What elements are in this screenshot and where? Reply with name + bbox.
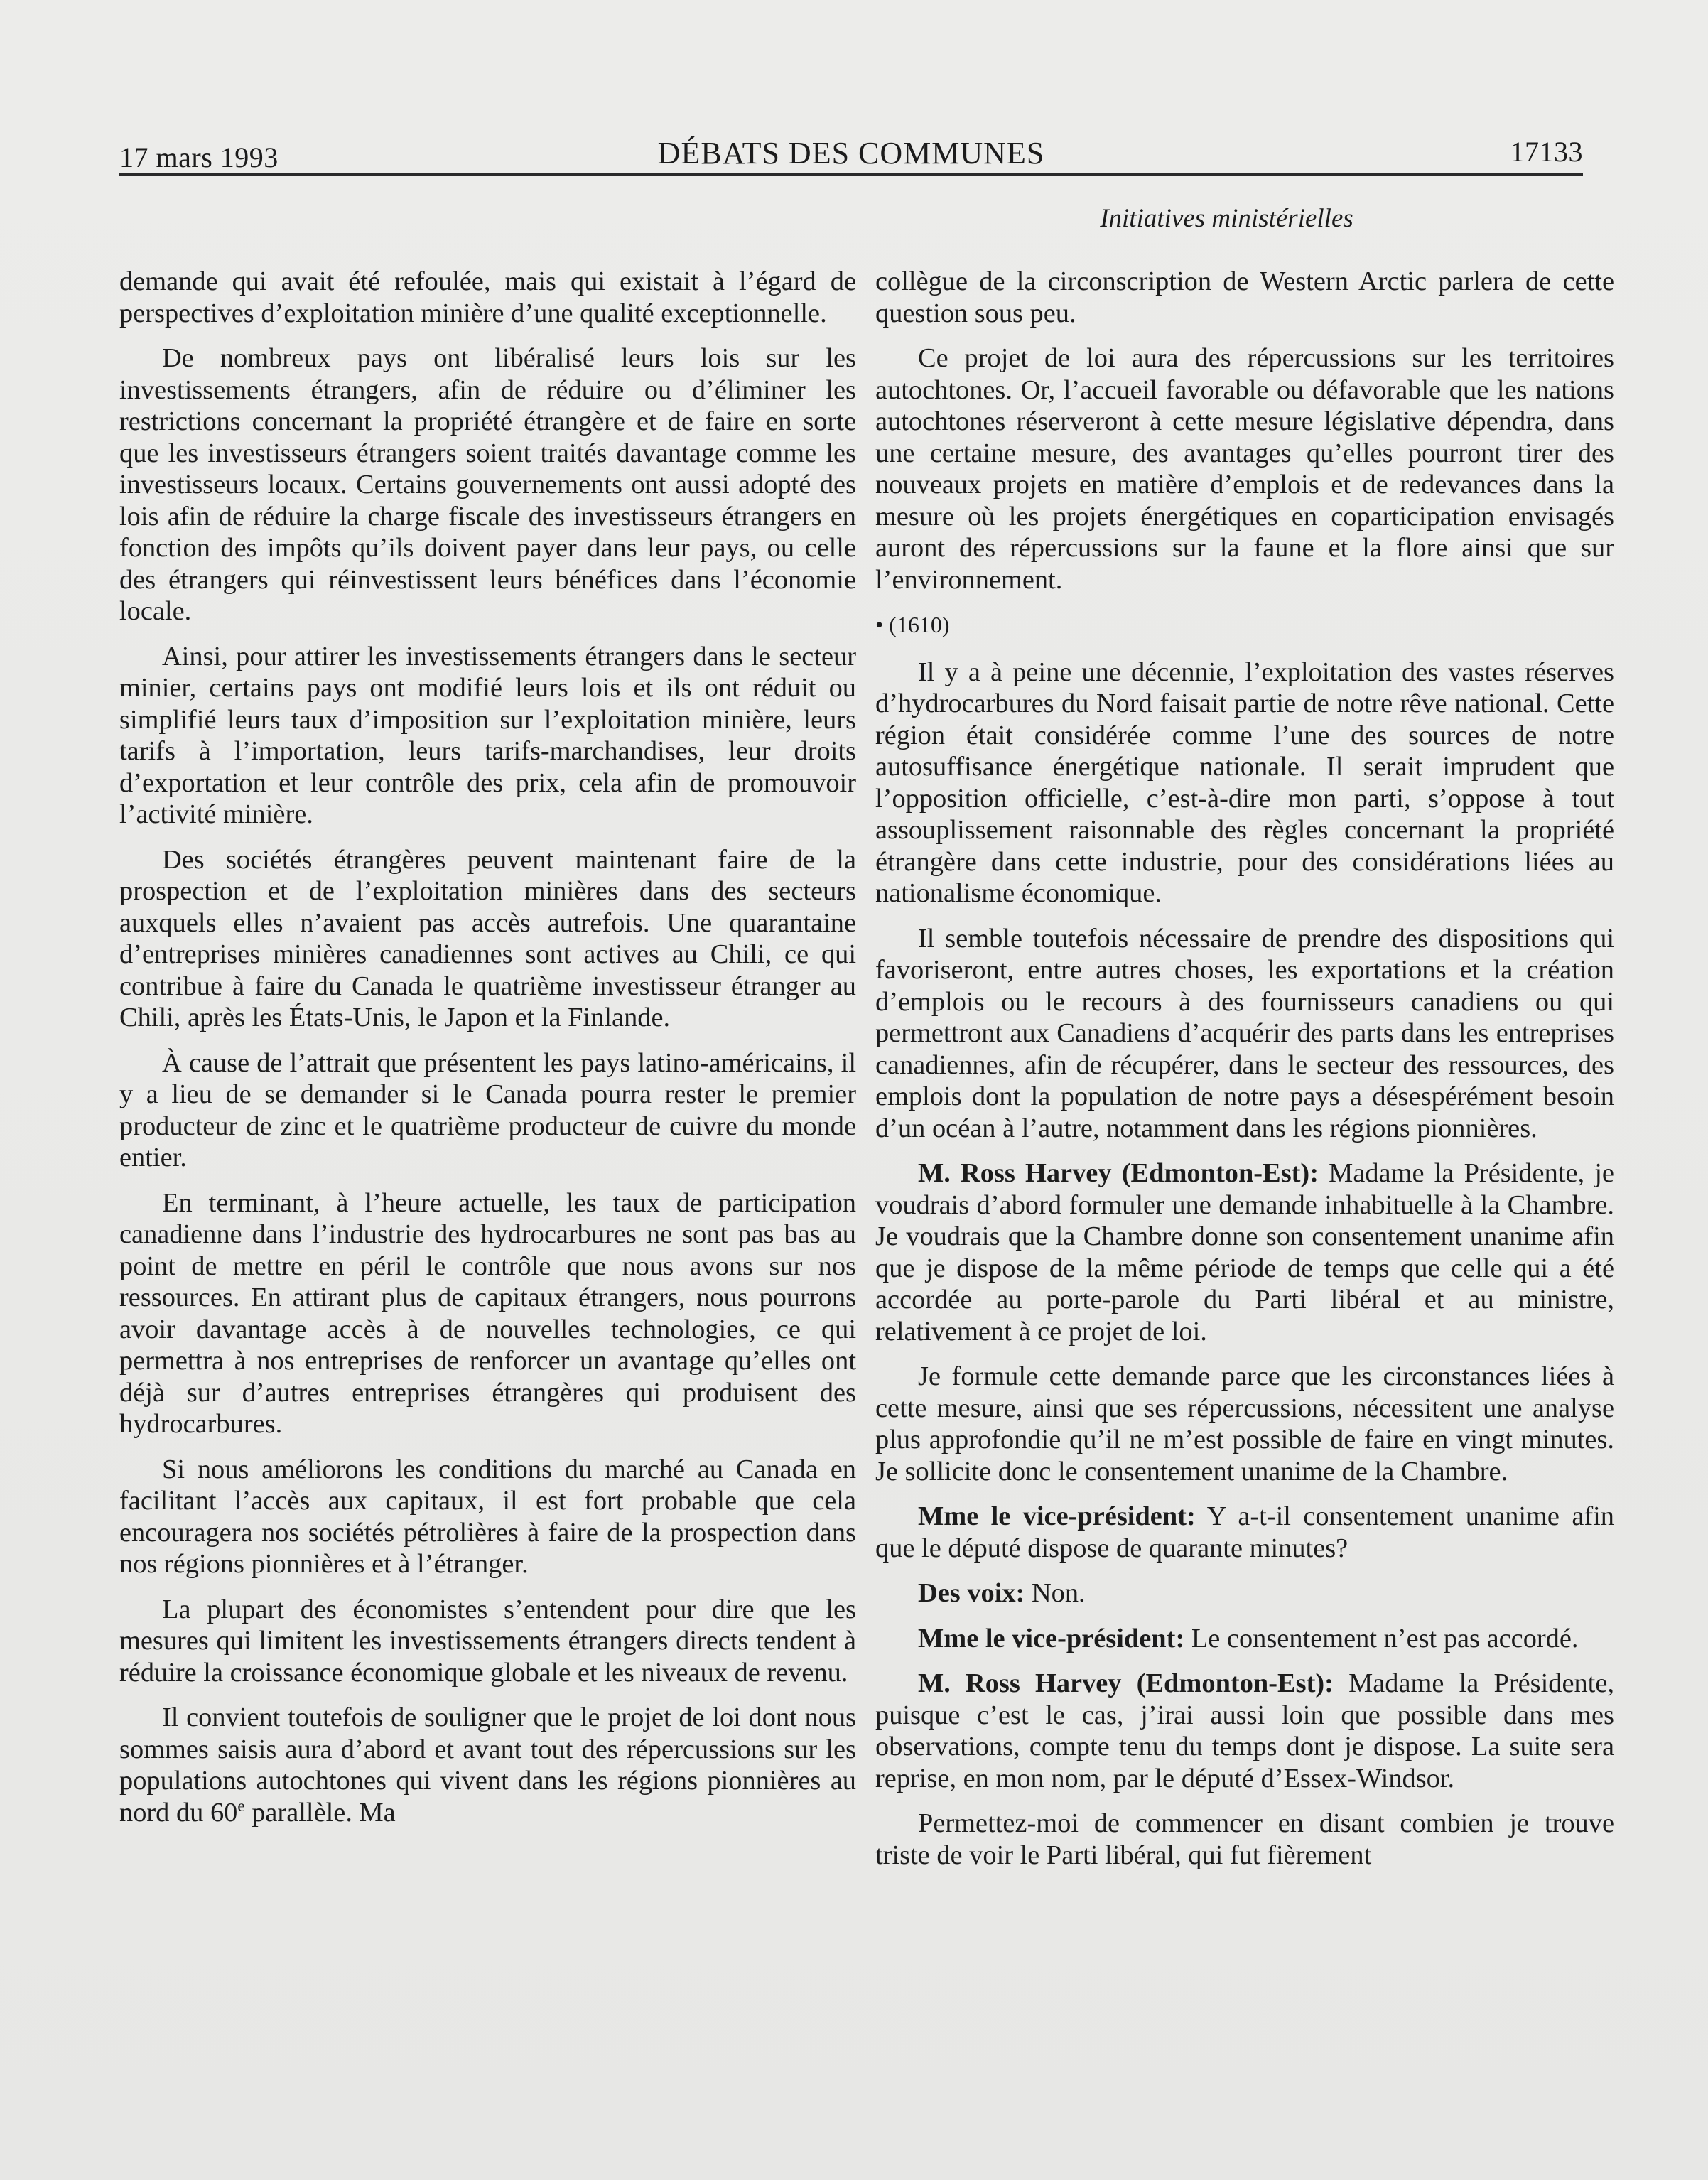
paragraph: Si nous améliorons les conditions du marché au Canada en facilitant l’accès aux capitaux, il est fort probable que cela encouragera nos sociétés pétrolières à faire de la prospection dans nos régions pionnières et à l’étranger. — [119, 1454, 856, 1579]
left-column — [119, 266, 856, 1842]
paragraph — [875, 1577, 1614, 1609]
paragraph-text: parallèle. Ma — [244, 1797, 396, 1828]
paragraph: En terminant, à l’heure actuelle, les taux de participation canadienne dans l’industrie des hydrocarbures ne sont pas bas au point de mettre en péril le contrôle que nous avons sur nos ressources. En attirant plus de capitaux étrangers, nous pourrons avoir davantage accès à de nouvelles technologies, ce qui permettra à nos entreprises de renforcer un avantage qu’elles ont déjà sur d’autres entreprises étrangères qui produisent des hydrocarbures. — [119, 1187, 856, 1439]
paragraph-text: Madame la Présidente, puisque c’est le cas, j’irai aussi loin que possible dans mes observations, compte tenu du temps dont je dispose. La suite sera reprise, en mon nom, par le député d’Essex-Windsor. — [875, 1668, 1614, 1793]
paragraph: Il y a à peine une décennie, l’exploitation des vastes réserves d’hydrocarbures du Nord faisait partie de notre rêve national. Cette région était considérée comme l’une des sources de notre autosuffisance énergétique nationale. Il serait imprudent que l’opposition officielle, c’est-à-dire mon parti, s’oppose à tout assouplissement raisonnable des règles concernant la propriété étrangère dans cette industrie, pour des considérations liées au nationalisme économique. — [875, 657, 1614, 908]
right-column — [875, 266, 1614, 1884]
paragraph: Je formule cette demande parce que les circonstances liées à cette mesure, ainsi que ses répercussions, nécessitent une analyse plus approfondie qu’il ne m’est possible de faire en vingt minutes. Je sollicite donc le consentement unanime de la Chambre. — [875, 1361, 1614, 1486]
paragraph-text: Il convient toutefois de souligner que le projet de loi dont nous sommes saisis aura d’abord et avant tout des répercussions sur les populations autochtones qui vivent dans les régions pionnières au nord du 60 — [119, 1703, 856, 1828]
header-rule — [119, 173, 1583, 176]
paragraph: La plupart des économistes s’entendent pour dire que les mesures qui limitent les investissements étrangers directs tendent à réduire la croissance économique globale et les niveaux de revenu. — [119, 1594, 856, 1688]
speaker-name: Mme le vice-président: — [918, 1501, 1196, 1531]
paragraph: De nombreux pays ont libéralisé leurs lois sur les investissements étrangers, afin de réduire ou d’éliminer les restrictions concernant la propriété étrangère et de faire en sorte que les investisseurs étrangers soient traités davantage comme les investisseurs locaux. Certains gouvernements ont aussi adopté des lois afin de réduire la charge fiscale des investisseurs étrangers en fonction des impôts qu’ils doivent payer dans leur pays, ou celle des étrangers qui réinvestissent leurs bénéfices dans l’économie locale. — [119, 343, 856, 626]
time-marker: • (1610) — [875, 612, 950, 637]
paragraph — [875, 1623, 1614, 1655]
paragraph: demande qui avait été refoulée, mais qui existait à l’égard de perspectives d’exploitation minière d’une qualité exceptionnelle. — [119, 266, 856, 328]
paragraph-text: Y a-t-il consentement unanime afin que le député dispose de quarante minutes? — [875, 1501, 1615, 1563]
paragraph: collègue de la circonscription de Western Arctic parlera de cette question sous peu. — [875, 266, 1614, 328]
paragraph: Ainsi, pour attirer les investissements étrangers dans le secteur minier, certains pays ont modifié leurs lois et ils ont réduit ou simplifié leurs taux d’imposition sur l’exploitation minière, leurs tarifs à l’importation, leurs tarifs-marchandises, leur droits d’exportation et leur contrôle des prix, cela afin de promouvoir l’activité minière. — [119, 641, 856, 829]
paragraph — [875, 1668, 1614, 1794]
paragraph-text: Non. — [1025, 1578, 1086, 1608]
paragraph-text: Madame la Présidente, je voudrais d’abord formuler une demande inhabituelle à la Chambre. Je voudrais que la Chambre donne son consentement unanime afin que je dispose de la même période de temps que celle qui a été accordée au porte-parole du Parti libéral et au ministre, relativement à ce projet de loi. — [875, 1158, 1614, 1347]
running-header — [119, 135, 1583, 172]
ordinal-superscript: e — [237, 1796, 245, 1815]
paragraph: Ce projet de loi aura des répercussions sur les territoires autochtones. Or, l’accueil favorable ou défavorable que les nations autochtones réserveront à cette mesure législative dépendra, dans une certaine mesure, des avantages qu’elles pourront tirer des nouveaux projets en matière d’emplois et de redevances dans la mesure où les projets énergétiques en coparticipation envisagés auront des répercussions sur la faune et la flore ainsi que sur l’environnement. — [875, 343, 1614, 595]
paragraph — [119, 1702, 856, 1828]
paragraph — [875, 1501, 1614, 1564]
paragraph — [875, 1158, 1614, 1347]
paragraph: À cause de l’attrait que présentent les pays latino-américains, il y a lieu de se demander si le Canada pourra rester le premier producteur de zinc et le quatrième producteur de cuivre du monde entier. — [119, 1047, 856, 1172]
header-date: 17 mars 1993 — [119, 141, 279, 173]
header-title: DÉBATS DES COMMUNES — [657, 136, 1045, 171]
section-title: Initiatives ministérielles — [1100, 204, 1353, 233]
paragraph: Permettez-moi de commencer en disant combien je trouve triste de voir le Parti libéral, qui fut fièrement — [875, 1808, 1614, 1870]
speaker-name: Des voix: — [918, 1578, 1025, 1608]
paragraph: Des sociétés étrangères peuvent maintenant faire de la prospection et de l’exploitation minières dans des secteurs auxquels elles n’avaient pas accès autrefois. Une quarantaine d’entreprises minières canadiennes sont actives au Chili, ce qui contribue à faire du Canada le quatrième investisseur étranger au Chili, après les États-Unis, le Japon et la Finlande. — [119, 844, 856, 1032]
paragraph-text: Le consentement n’est pas accordé. — [1184, 1623, 1579, 1653]
speaker-name: Mme le vice-président: — [918, 1623, 1185, 1653]
speaker-name: M. Ross Harvey (Edmonton-Est): — [918, 1668, 1334, 1698]
header-page-number: 17133 — [1510, 136, 1583, 168]
paragraph: Il semble toutefois nécessaire de prendre des dispositions qui favoriseront, entre autres choses, les exportations et la création d’emplois ou le recours à des fournisseurs canadiens ou qui permettront aux Canadiens d’acquérir des parts dans les entreprises canadiennes, afin de récupérer, dans le secteur des ressources, des emplois dont la population de notre pays a désespérément besoin d’un océan à l’autre, notamment dans les régions pionnières. — [875, 923, 1614, 1143]
speaker-name: M. Ross Harvey (Edmonton-Est): — [918, 1158, 1319, 1188]
